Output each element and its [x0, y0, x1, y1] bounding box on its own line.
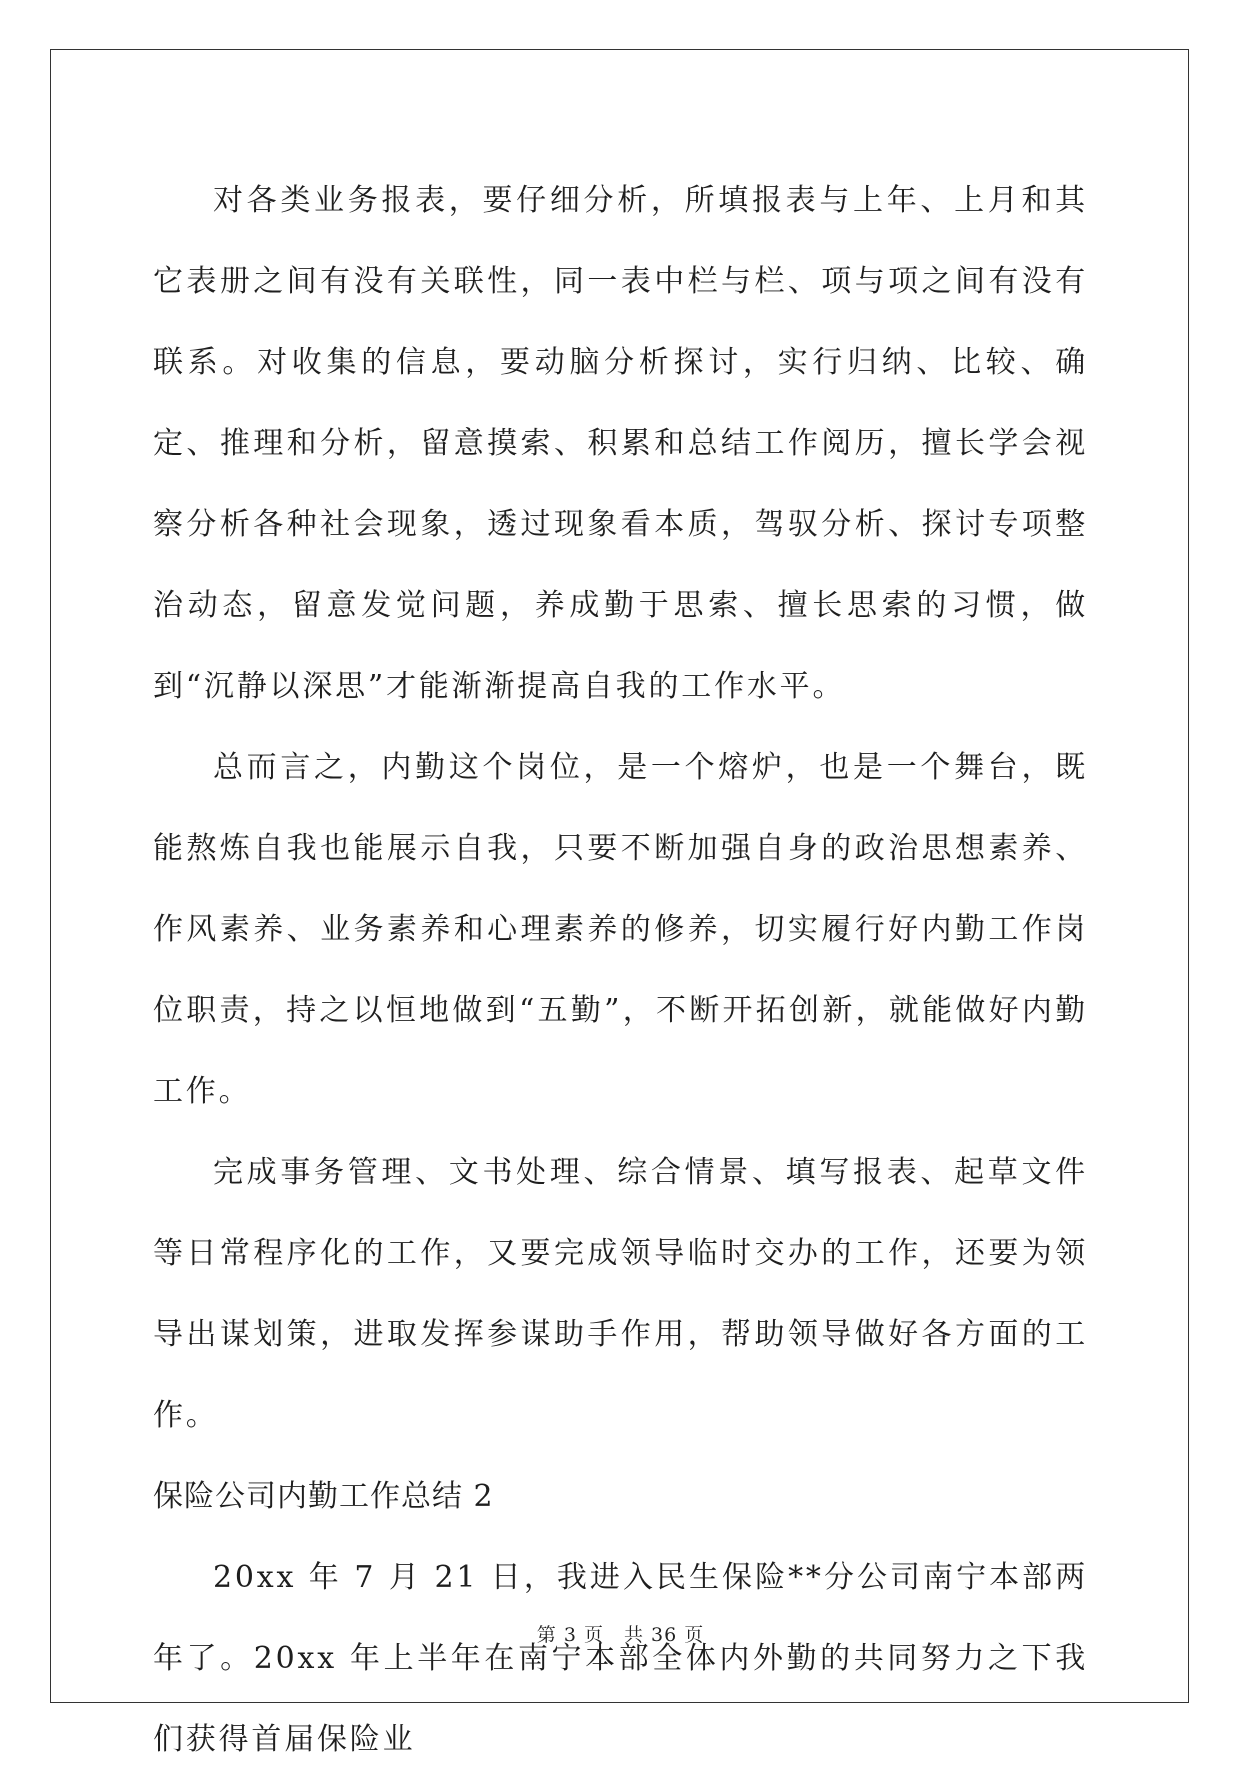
document-body [153, 160, 1088, 1780]
paragraph-routine-work: 完成事务管理、文书处理、综合情景、填写报表、起草文件等日常程序化的工作，又要完成领导临时交办的工作，还要为领导出谋划策，进取发挥参谋助手作用，帮助领导做好各方面的工作。 [153, 1155, 1088, 1433]
paragraph-summary: 总而言之，内勤这个岗位，是一个熔炉，也是一个舞台，既能熬炼自我也能展示自我，只要不断加强自身的政治思想素养、作风素养、业务素养和心理素养的修养，切实履行好内勤工作岗位职责，持之以恒地做到“五勤”，不断开拓创新，就能做好内勤工作。 [153, 750, 1088, 1109]
section-heading: 保险公司内勤工作总结 2 [153, 1479, 494, 1514]
page-total: 共 36 页 [623, 1624, 705, 1646]
paragraph-section-2-intro: 20xx 年 7 月 21 日，我进入民生保险**分公司南宁本部两年了。20xx 年上半年在南宁本部全体内外勤的共同努力之下我们获得首届保险业 [153, 1560, 1088, 1757]
paragraph-report-analysis: 对各类业务报表，要仔细分析，所填报表与上年、上月和其它表册之间有没有关联性，同一表中栏与栏、项与项之间有没有联系。对收集的信息，要动脑分析探讨，实行归纳、比较、确定、推理和分析，留意摸索、积累和总结工作阅历，擅长学会视察分析各种社会现象，透过现象看本质，驾驭分析、探讨专项整治动态，留意发觉问题，养成勤于思索、擅长思索的习惯，做到“沉静以深思”才能渐渐提高自我的工作水平。 [153, 183, 1088, 704]
page-footer [0, 1620, 1241, 1647]
page-number: 第 3 页 [536, 1624, 604, 1646]
